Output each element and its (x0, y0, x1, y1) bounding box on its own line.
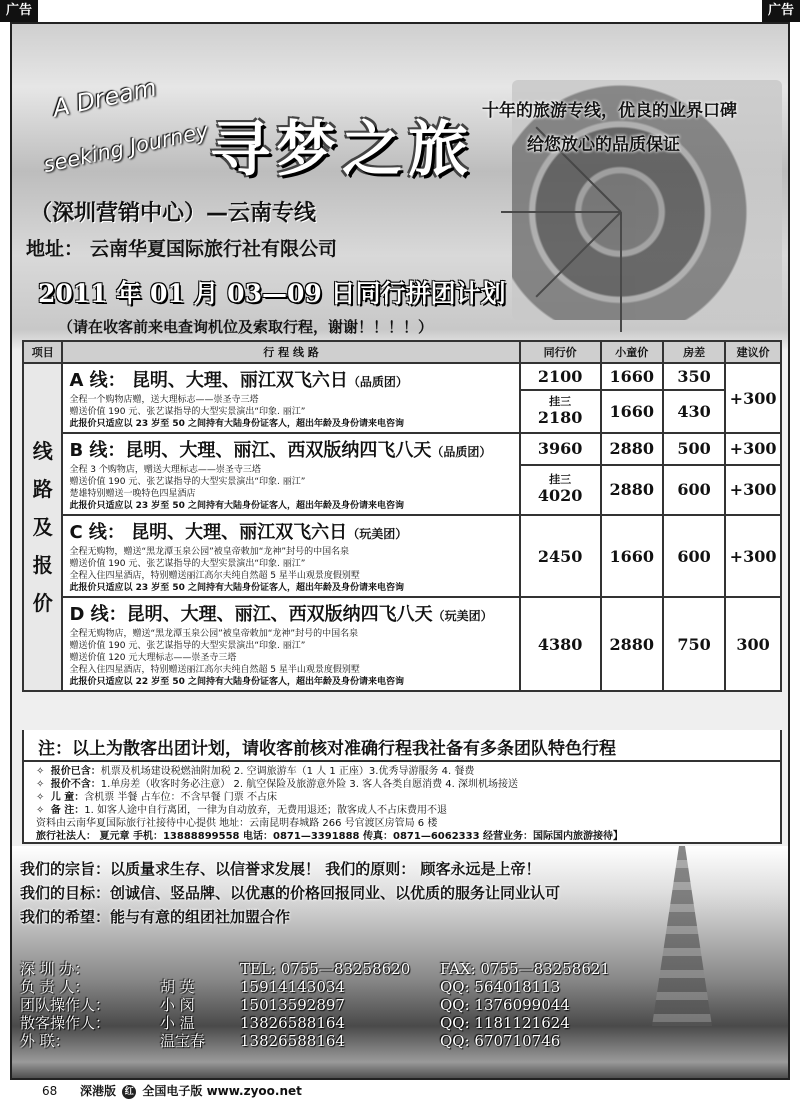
marketing-center: （深圳营销中心）—云南专线 (30, 201, 317, 226)
header-diff: 房差 (663, 341, 725, 363)
mission-line-3: 我们的希望：能与有意的组团社加盟合作 (20, 908, 291, 926)
slogan-1: 十年的旅游专线，优良的业界口碑 (482, 101, 737, 121)
table-row (23, 515, 781, 597)
page-number: 68 (42, 1084, 58, 1098)
line-a-peer-2: 挂三 2180 (520, 390, 601, 433)
source-line: 资料由云南华夏国际旅行社接待中心提供 地址：云南昆明春城路 266 号官渡区房管局 6 楼 (36, 818, 438, 829)
line-c-child: 1660 (601, 515, 663, 597)
contact-row: 团队操作人： 小 闵 15013592897 QQ: 1376099044 (20, 996, 570, 1014)
dream-text-1: A Dream (50, 73, 160, 123)
line-a-desc: A 线： 昆明、大理、丽江双飞六日（品质团） 全程一个购物店赠，送大理标志——崇圣寺三塔 赠送价值 190 元、张艺谋指导的大型实景演出“印象. 丽江” 此报价只适应以 23 岁至 50 之间持有大陆身份证客人，超出年龄及身份请来电咨询 (62, 363, 519, 433)
ad-tag-left: 广告 (0, 0, 38, 22)
mission-line-1: 我们的宗旨：以质量求生存、以信誉求发展！ 我们的原则： 顾客永远是上帝！ (20, 860, 541, 878)
line-d-peer: 4380 (520, 597, 601, 691)
mission-section (12, 846, 790, 1080)
line-c-suggest: +300 (725, 515, 781, 597)
line-d-diff: 750 (663, 597, 725, 691)
mission-line-2: 我们的目标：创诚信、竖品牌、以优惠的价格回报同业、以优质的服务让同业认可 (20, 884, 561, 902)
contact-row: 负 责 人： 胡 英 15914143034 QQ: 564018113 (20, 978, 561, 996)
line-b-diff-2: 600 (663, 465, 725, 515)
includes-line: ✧ 报价已含：机票及机场建设税燃油附加税 2. 空调旅游车（1 人 1 正座）3.优秀导游服务 4. 餐费 (36, 766, 475, 777)
child-line: ✧ 儿 童：含机票 半餐 占车位：不含早餐 门票 不占床 (36, 792, 277, 803)
line-a-child-2: 1660 (601, 390, 663, 433)
header-peer: 同行价 (520, 341, 601, 363)
header-route: 行 程 线 路 (62, 341, 519, 363)
ad-page (10, 22, 790, 1080)
group-note: 注：以上为散客出团计划，请收客前核对准确行程我社备有多条团队特色行程 (22, 730, 782, 762)
dream-text-2: seeking Journey (41, 118, 211, 178)
table-row (23, 597, 781, 691)
header-child: 小童价 (601, 341, 663, 363)
line-b-peer-1: 3960 (520, 433, 601, 465)
side-label: 线 路 及 报 价 (23, 363, 62, 691)
price-table (22, 340, 782, 692)
pagoda-photo (652, 846, 712, 1026)
edition-badge-icon: 红 (122, 1085, 136, 1099)
line-a-diff-1: 350 (663, 363, 725, 390)
line-a-child-1: 1660 (601, 363, 663, 390)
address-label: 地址： (26, 238, 84, 260)
line-d-suggest: 300 (725, 597, 781, 691)
slogan-2: 给您放心的品质保证 (527, 135, 680, 155)
line-a-suggest: +300 (725, 363, 781, 433)
table-row (23, 433, 781, 465)
contact-row: 散客操作人： 小 温 13826588164 QQ: 1181121624 (20, 1014, 570, 1032)
line-b-child-1: 2880 (601, 433, 663, 465)
legal-line: 旅行社法人： 夏元章 手机：13888899558 电话：0871—3391888 传真：0871—6062333 经营业务：国际国内旅游接待】 (36, 831, 624, 842)
remark-line: ✧ 备 注：1. 如客人途中自行离团，一律为自动放弃，无费用退还；散客成人不占床费用不退 (36, 805, 447, 816)
address (26, 234, 337, 261)
notice: （请在收客前来电查询机位及索取行程，谢谢！！！！） (58, 318, 434, 336)
line-c-diff: 600 (663, 515, 725, 597)
line-a-diff-2: 430 (663, 390, 725, 433)
line-b-desc: B 线：昆明、大理、丽江、西双版纳四飞八天（品质团） 全程 3 个购物店，赠送大理标志——崇圣寺三塔 赠送价值 190 元、张艺谋指导的大型实景演出“印象. 丽江” 楚雄特别赠送一晚特色四星酒店 此报价只适应以 23 岁至 50 之间持有大陆身份证客人，超出年龄及身份请来电咨询 (62, 433, 519, 515)
table-header-row (23, 341, 781, 363)
line-b-peer-2: 挂三 4020 (520, 465, 601, 515)
line-b-suggest-1: +300 (725, 433, 781, 465)
edition: 深港版 红 全国电子版 www.zyoo.net (80, 1084, 302, 1098)
plan-title: 2011 年 01 月 03—09 日同行拼团计划 (38, 279, 506, 308)
line-d-desc: D 线：昆明、大理、丽江、西双版纳四飞八天（玩美团） 全程无购物店，赠送“黑龙潭玉泉公园”被皇帝敕加“龙神”封号的中国名泉 赠送价值 190 元、张艺谋指导的大型实景演出“印象. 丽江” 赠送价值 120 元大理标志——崇圣寺三塔 全程入住四星酒店，特别赠送丽江高尔夫纯自然超 5 星半山观景度假别墅 此报价只适应以 22 岁至 50 之间持有大陆身份证客人，超出年龄及身份请来电咨询 (62, 597, 519, 691)
terms-block (22, 762, 782, 844)
excludes-line: ✧ 报价不含：1.单房差（收客时务必注意） 2. 航空保险及旅游意外险 3. 客人各类自愿消费 4. 深圳机场接送 (36, 779, 518, 790)
line-b-child-2: 2880 (601, 465, 663, 515)
page-footer (0, 1082, 800, 1100)
header-suggest: 建议价 (725, 341, 781, 363)
brand-logo: 寻梦之旅 (210, 115, 474, 185)
line-c-desc: C 线： 昆明、大理、丽江双飞六日（玩美团） 全程无购物，赠送“黑龙潭玉泉公园”被皇帝敕加“龙神”封号的中国名泉 赠送价值 190 元、张艺谋指导的大型实景演出“印象. 丽江” 全程入住四星酒店，特别赠送丽江高尔夫纯自然超 5 星半山观景度假别墅 此报价只适应以 23 岁至 50 之间持有大陆身份证客人，超出年龄及身份请来电咨询 (62, 515, 519, 597)
table-row (23, 363, 781, 390)
ad-tag-right: 广告 (762, 0, 800, 22)
contact-row: 外 联： 温宝春 13826588164 QQ: 670710746 (20, 1032, 561, 1050)
line-d-child: 2880 (601, 597, 663, 691)
line-c-peer: 2450 (520, 515, 601, 597)
line-a-peer-1: 2100 (520, 363, 601, 390)
address-value: 云南华夏国际旅行社有限公司 (89, 238, 337, 260)
line-b-suggest-2: +300 (725, 465, 781, 515)
header-item: 项目 (23, 341, 62, 363)
line-b-diff-1: 500 (663, 433, 725, 465)
contact-block (20, 960, 640, 1050)
contact-row: 深 圳 办： TEL: 0755—83258620 FAX: 0755—83258621 (20, 960, 610, 978)
